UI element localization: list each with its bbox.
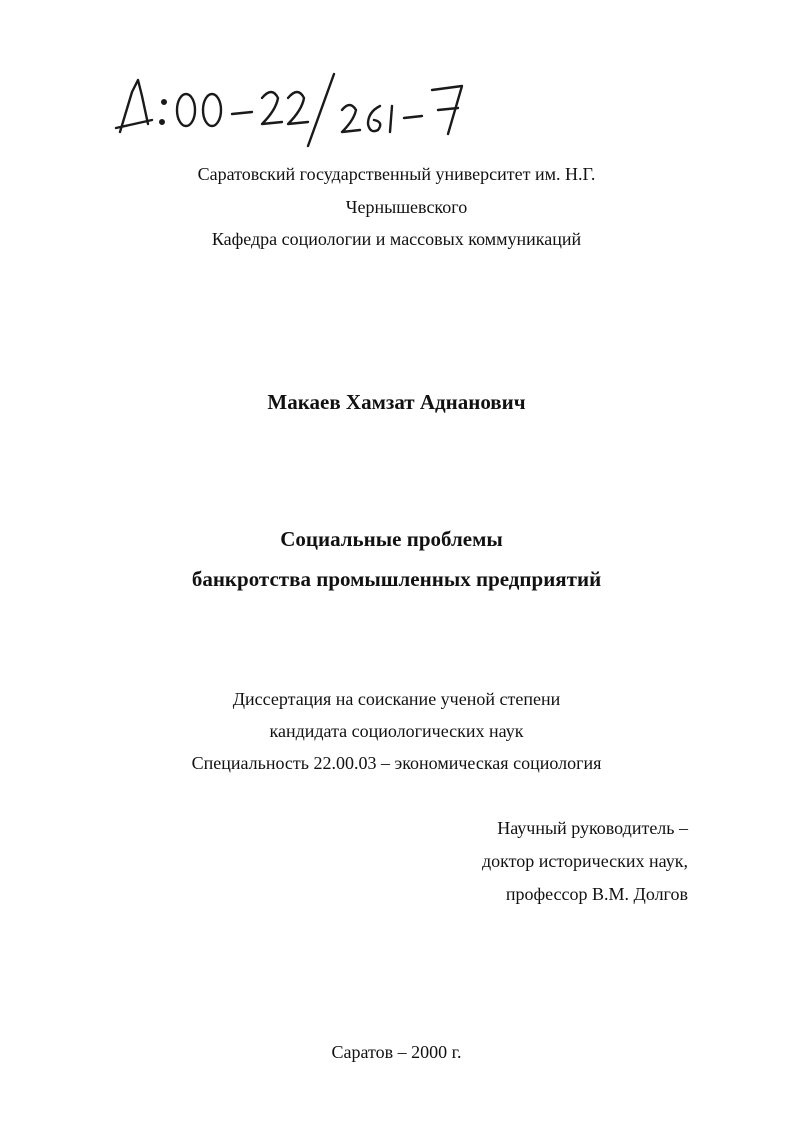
supervisor-line1: Научный руководитель – [497,818,688,838]
university-name-line1: Саратовский государственный университет им. Н.Г. [197,164,596,184]
department-name: Кафедра социологии и массовых коммуникаций [211,229,582,249]
degree-line2: кандидата социологических наук [269,721,524,741]
degree-line1: Диссертация на соискание ученой степени [232,689,561,709]
handwritten-archive-number [112,62,492,152]
dissertation-title-line2: банкротства промышленных предприятий [191,567,602,591]
city-year-footer: Саратов – 2000 г. [331,1042,462,1062]
university-name-line2: Чернышевского [345,197,468,217]
specialty-line: Специальность 22.00.03 – экономическая социология [191,753,602,773]
dissertation-title-line1: Социальные проблемы [280,527,503,551]
supervisor-line2: доктор исторических наук, [482,851,688,871]
supervisor-line3: профессор В.М. Долгов [505,884,688,904]
author-name: Макаев Хамзат Аднанович [267,390,526,414]
